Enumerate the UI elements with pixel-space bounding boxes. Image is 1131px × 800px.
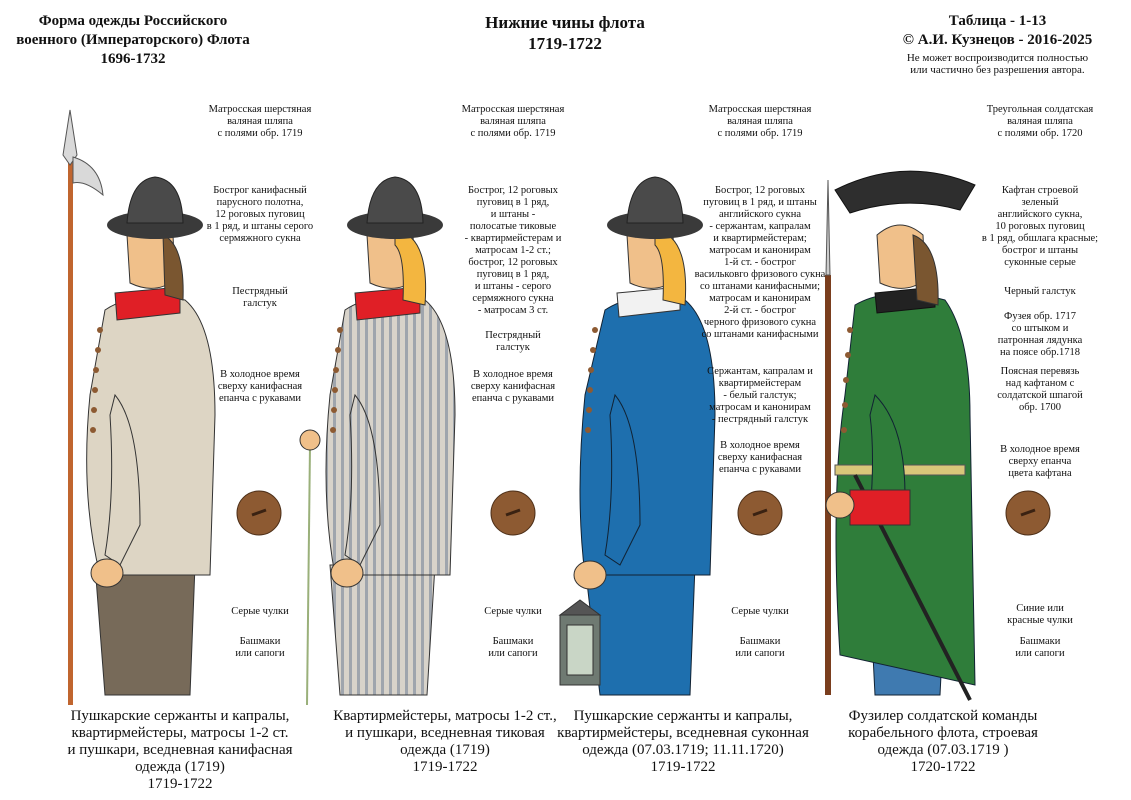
fig1-caption: Пушкарские сержанты и капралы, квартирмейстеры, матросы 1-2 ст. и пушкари, вседневная канифасная одежда (1719) 1719-1722 — [67, 708, 293, 792]
fig3-caption: Пушкарские сержанты и капралы, квартирмейстеры, вседневная суконная одежда (07.03.1719; 11.11.1720) 1719-1722 — [557, 708, 809, 775]
fig1-label-shoes: Башмаки или сапоги — [235, 636, 285, 659]
fig1-label-coat: Бострог канифасный парусного полотна, 12 роговых пуговиц в 1 ряд, и штаны серого сермяжного сукна — [206, 185, 314, 244]
fig2-caption: Квартирмейстеры, матросы 1-2 ст., и пушкари, вседневная тиковая одежда (1719) 1719-1722 — [333, 708, 557, 775]
fig3-label-stockings: Серые чулки — [731, 606, 789, 617]
header-center-line2: 1719-1722 — [528, 34, 602, 53]
header-left-line3: 1696-1732 — [100, 51, 166, 67]
fig4-label-stockings: Синие или красные чулки — [1007, 603, 1073, 626]
fig1-label-tie: Пестрядный галстук — [232, 286, 288, 309]
copyright-note — [870, 52, 1125, 76]
fig3-label-coat: Бострог, 12 роговых пуговиц в 1 ряд, и штаны английского сукна - сержантам, капралам и квартирмейстерам; матросам и канонирам 1-й ст. - бострог васильковго фризового сукна со штанами канифасными; матросам и канонирам 2-й ст. - бострог черного фризового сукна со штанами канифасными — [694, 185, 826, 340]
header-right-block — [870, 12, 1125, 76]
fig4-label-shoes: Башмаки или сапоги — [1015, 636, 1065, 659]
fig2-label-tie: Пестрядный галстук — [485, 330, 541, 353]
header-center-line1: Нижние чины флота — [485, 13, 645, 32]
fig2-label-shoes: Башмаки или сапоги — [488, 636, 538, 659]
copyright: © А.И. Кузнецов - 2016-2025 — [902, 32, 1093, 48]
fig4-label-belt: Поясная перевязь над кафтаном с солдатской шпагой обр. 1700 — [997, 366, 1083, 413]
fig1-label-cold: В холодное время сверху канифасная епанча с рукавами — [217, 369, 303, 404]
fig4-label-hat: Треугольная солдатская валяная шляпа с полями обр. 1720 — [986, 104, 1094, 139]
fig1-label-hat: Матросская шерстяная валяная шляпа с полями обр. 1719 — [208, 104, 312, 139]
fig2-label-coat: Бострог, 12 роговых пуговиц в 1 ряд, и штаны - полосатые тиковые - квартирмейстерам и матросам 1-2 ст.; бострог, 12 роговых пуговиц в 1 ряд, и штаны - серого сермяжного сукна - матросам 3 ст. — [464, 185, 562, 316]
header-left-line2: военного (Императорского) Флота — [16, 32, 250, 48]
table-number: Таблица - 1-13 — [948, 13, 1047, 29]
fig3-label-tie: Сержантам, капралам и квартирмейстерам - белый галстук; матросам и канонирам - пестрядный галстук — [707, 366, 813, 425]
fig4-label-cold: В холодное время сверху епанча цвета кафтана — [1000, 444, 1080, 479]
fig2-label-hat: Матросская шерстяная валяная шляпа с полями обр. 1719 — [461, 104, 565, 139]
fig4-label-fusee: Фузея обр. 1717 со штыком и патронная лядунка на поясе обр.1718 — [997, 311, 1083, 358]
fig4-label-coat: Кафтан строевой зеленый английского сукна, 10 роговых пуговиц в 1 ряд, обшлага красные; бострог и штаны суконные серые — [981, 185, 1099, 268]
fig3-label-hat: Матросская шерстяная валяная шляпа с полями обр. 1719 — [708, 104, 812, 139]
fig2-button-swatch — [490, 490, 536, 536]
fig2-label-stockings: Серые чулки — [484, 606, 542, 617]
fig4-button-swatch — [1005, 490, 1051, 536]
button-swatch-icon — [1005, 490, 1051, 536]
fig3-button-swatch — [737, 490, 783, 536]
fig1-label-stockings: Серые чулки — [231, 606, 289, 617]
header-left-line1: Форма одежды Российского — [38, 13, 228, 29]
copyright-note-line1: Не может воспроизводится полностью — [906, 52, 1089, 64]
fig2-label-cold: В холодное время сверху канифасная епанча с рукавами — [470, 369, 556, 404]
copyright-note-line2: или частично без разрешения автора. — [910, 64, 1085, 76]
fig4-label-tie: Черный галстук — [1004, 286, 1076, 297]
fig1-button-swatch — [236, 490, 282, 536]
fig3-label-shoes: Башмаки или сапоги — [735, 636, 785, 659]
button-swatch-icon — [737, 490, 783, 536]
button-swatch-icon — [490, 490, 536, 536]
header-center-title — [420, 12, 710, 54]
fig3-label-cold: В холодное время сверху канифасная епанча с рукавами — [717, 440, 803, 475]
header-left-title — [8, 12, 258, 69]
fig4-caption: Фузилер солдатской команды корабельного флота, строевая одежда (07.03.1719 ) 1720-1722 — [848, 708, 1038, 775]
button-swatch-icon — [236, 490, 282, 536]
